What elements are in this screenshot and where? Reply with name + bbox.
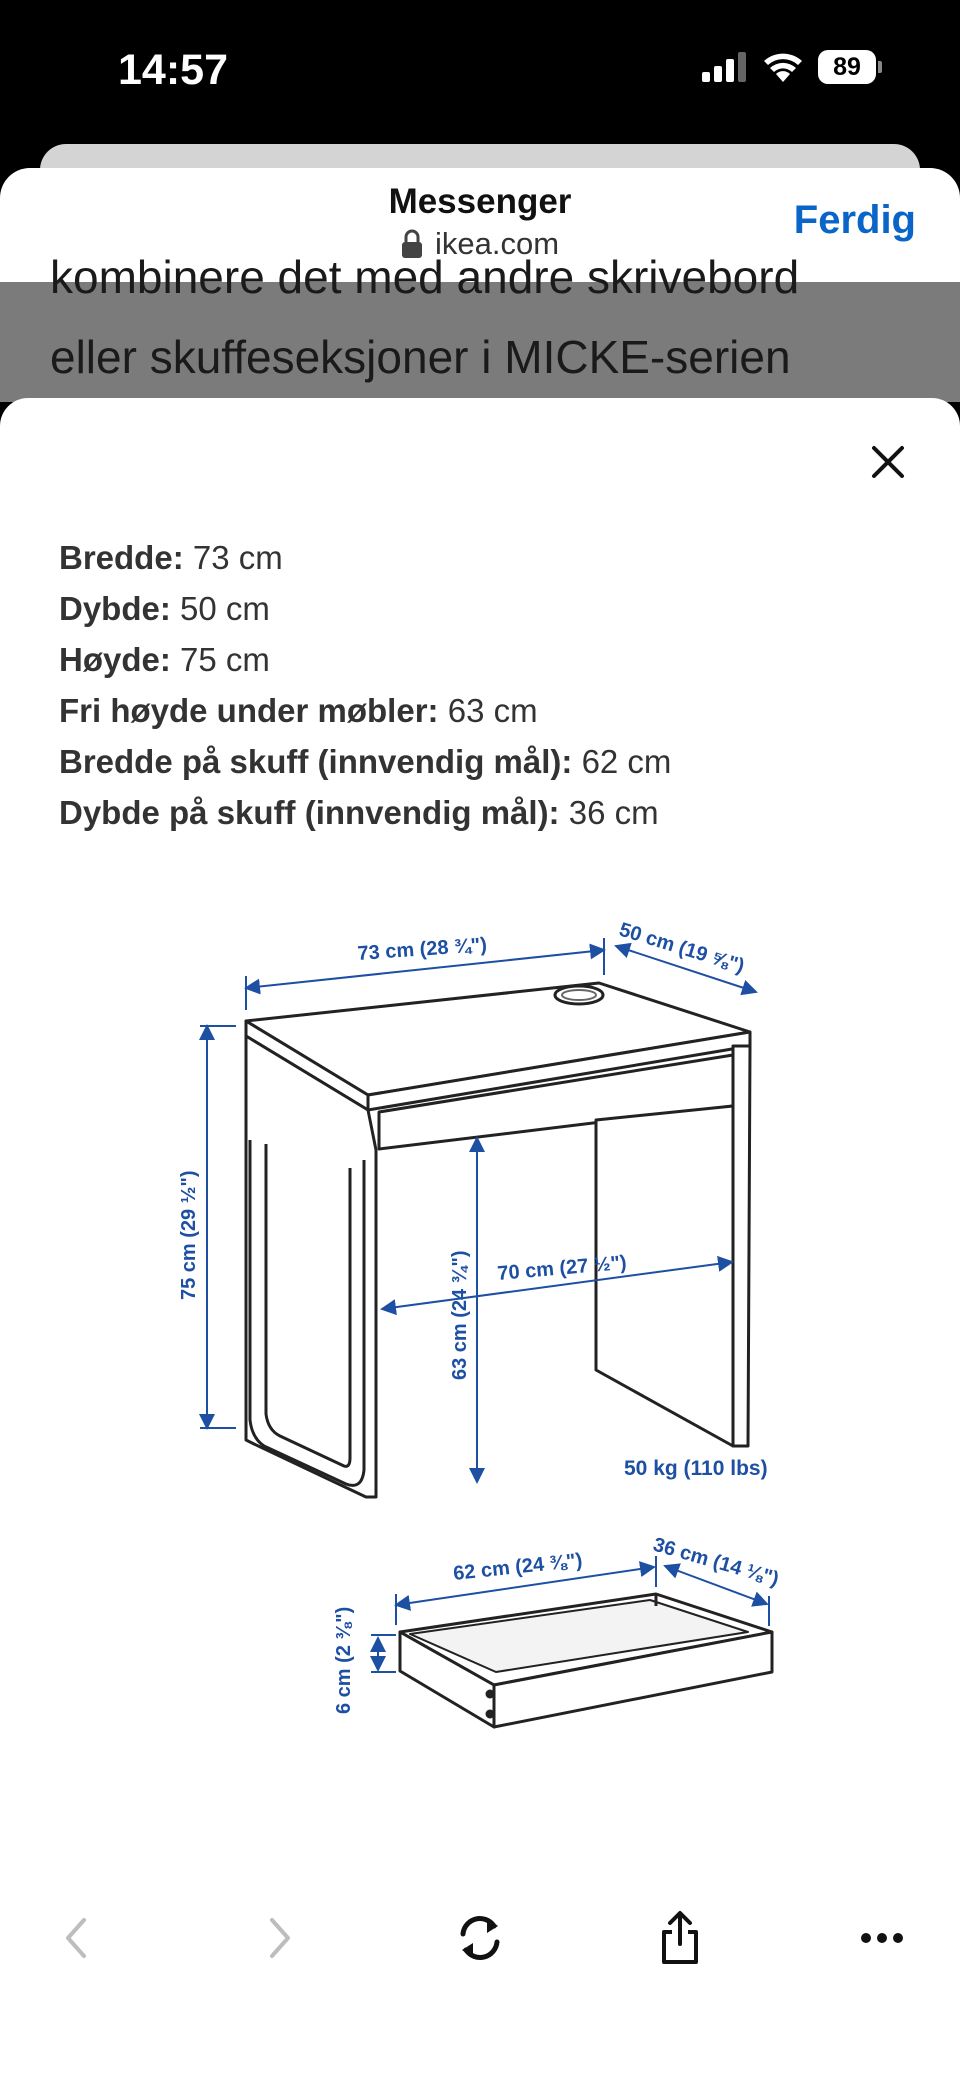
more-button[interactable]	[852, 1908, 912, 1968]
spec-label: Høyde:	[59, 641, 171, 678]
reload-button[interactable]	[450, 1908, 510, 1968]
status-time: 14:57	[118, 46, 228, 94]
drawer-depth-label: 36 cm (14 ⅛")	[650, 1533, 782, 1591]
drawer-width-label: 62 cm (24 ⅜")	[452, 1549, 584, 1585]
desk-width-label: 73 cm (28 ¾")	[356, 934, 488, 965]
forward-icon	[266, 1916, 294, 1960]
share-icon	[658, 1910, 702, 1966]
knee-height-label: 63 cm (24 ¾")	[449, 1250, 471, 1380]
url-text: ikea.com	[434, 226, 560, 261]
more-icon	[860, 1932, 904, 1944]
knee-width-label: 70 cm (27 ½")	[496, 1251, 628, 1285]
browser-title: Messenger	[388, 182, 572, 221]
background-text-line: kombinere det med andre skrivebord	[50, 251, 800, 303]
done-button[interactable]: Ferdig	[793, 198, 916, 242]
back-icon	[62, 1916, 90, 1960]
desk-illustration	[246, 983, 750, 1497]
spec-label: Fri høyde under møbler:	[59, 692, 439, 729]
forward-button[interactable]	[250, 1908, 310, 1968]
spec-label: Dybde på skuff (innvendig mål):	[59, 794, 560, 831]
reload-icon	[454, 1912, 506, 1964]
drawer-height-label: 6 cm (2 ⅜")	[333, 1606, 355, 1714]
share-button[interactable]	[650, 1908, 710, 1968]
max-load-label: 50 kg (110 lbs)	[624, 1457, 768, 1480]
spec-value: 62 cm	[581, 743, 672, 780]
spec-label: Bredde:	[59, 539, 184, 576]
spec-value: 50 cm	[180, 590, 270, 627]
spec-value: 36 cm	[568, 794, 659, 831]
spec-label: Bredde på skuff (innvendig mål):	[59, 743, 573, 780]
background-text-line: eller skuffeseksjoner i MICKE-serien	[50, 331, 791, 383]
spec-value: 75 cm	[180, 641, 270, 678]
back-button[interactable]	[46, 1908, 106, 1968]
spec-label: Dybde:	[59, 590, 171, 627]
desk-depth-label: 50 cm (19 ⅝")	[616, 918, 747, 978]
spec-value: 63 cm	[447, 692, 538, 729]
browser-toolbar	[0, 1878, 960, 2081]
spec-value: 73 cm	[192, 539, 283, 576]
battery-level: 89	[818, 50, 876, 84]
desk-height-label: 75 cm (29 ½")	[178, 1170, 200, 1300]
drawer-illustration	[400, 1594, 772, 1727]
